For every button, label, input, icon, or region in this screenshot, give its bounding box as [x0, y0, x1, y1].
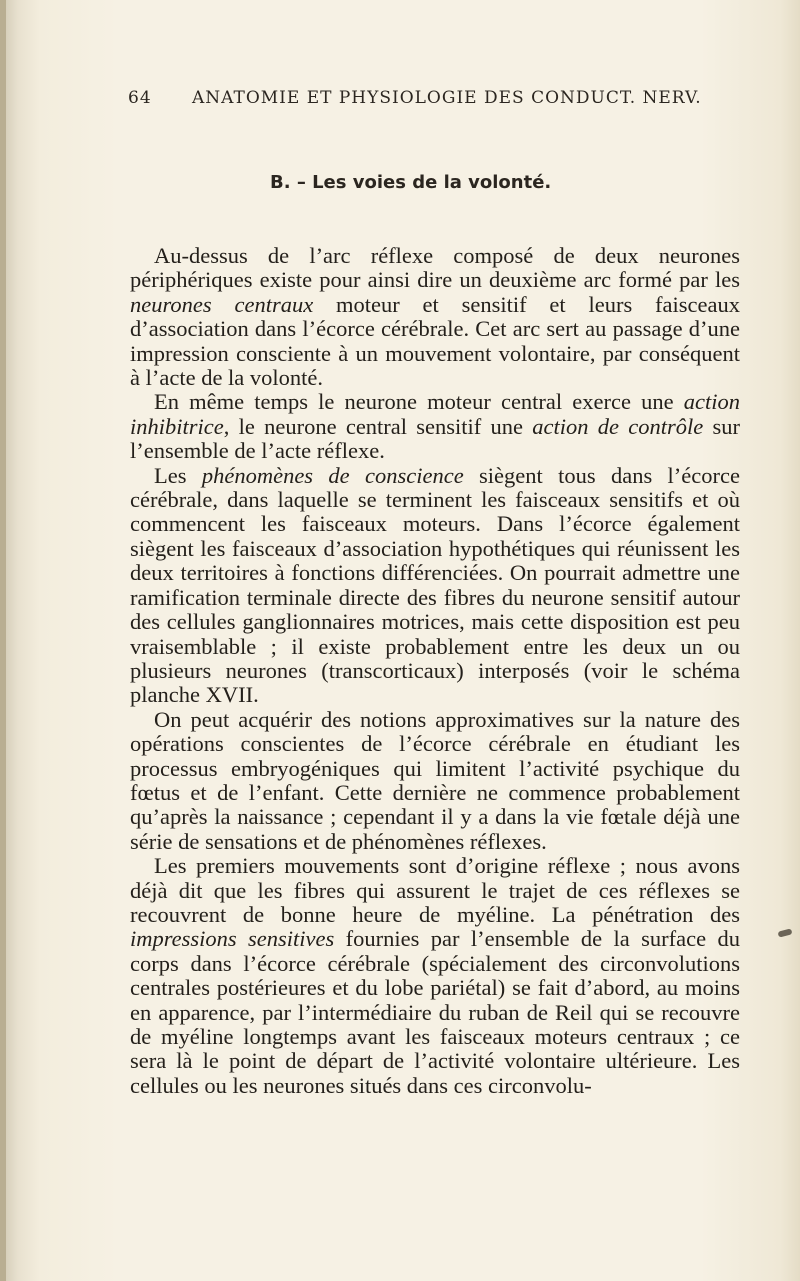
running-title: ANATOMIE ET PHYSIOLOGIE DES CONDUCT. NERV. — [192, 88, 702, 108]
italic-term: phénomènes de conscience — [201, 462, 464, 488]
text-run: siègent tous dans l’écorce cérébrale, dans laquelle se terminent les faisceaux sensitifs et où commencent les faisceaux moteurs. Dans l’écorce également siègent les faisceaux d’association hypothétiques qui réunissent les deux territoires à fonctions différenciées. On pourrait admettre une ramification terminale directe des fibres du neurone sensitif autour des cellules ganglionnaires motrices, mais cette disposition est peu vraisemblable ; il existe probablement entre les deux un ou plusieurs neurones (transcorticaux) interposés (voir le schéma planche XVII. — [130, 462, 740, 708]
text-run: On peut acquérir des notions approximatives sur la nature des opérations conscientes de l’écorce cérébrale en étudiant les processus embryogéniques qui limitent l’activité psychique du fœtus et de l’enfant. Cette dernière ne commence probablement qu’après la naissance ; cependant il y a dans la vie fœtale déjà une série de sensations et de phénomènes réflexes. — [130, 706, 740, 854]
text-run: , le neurone central sensitif une — [223, 413, 533, 439]
text-run: sur l’ensemble de l’acte réflexe. — [130, 413, 741, 464]
italic-term: action de contrôle — [532, 413, 704, 439]
body-text — [130, 244, 740, 1098]
text-run: fournies par l’ensemble de la surface du corps dans l’écorce cérébrale (spécialement des circonvolutions centrales postérieures et du lobe pariétal) se fait d’abord, au moins en apparence, par l’intermédiaire du ruban de Reil qui se recouvre de myéline longtemps avant les faisceaux moteurs centraux ; ce sera là le point de départ de l’activité volontaire ultérieure. Les cellules ou les neurones situés dans ces circonvolu- — [130, 926, 740, 1098]
italic-term: action inhibitrice — [130, 389, 740, 439]
text-run: Au-dessus de l’arc réflexe composé de deux neurones périphériques existe pour ainsi dire un deuxième arc formé par les — [130, 243, 740, 293]
book-spine-edge — [0, 0, 6, 1281]
paragraph-2 — [130, 390, 740, 463]
italic-term: neurones centraux — [130, 291, 314, 317]
section-title: B. – Les voies de la volonté. — [270, 172, 552, 193]
paragraph-3 — [130, 464, 740, 708]
paragraph-4 — [130, 708, 740, 854]
text-run: Les — [154, 462, 202, 488]
text-run: Les premiers mouvements sont d’origine réflexe ; nous avons déjà dit que les fibres qui assurent le trajet de ces réflexes se recouvrent de bonne heure de myéline. La pénétration des — [130, 853, 740, 927]
running-header — [128, 88, 702, 108]
paragraph-1 — [130, 244, 740, 390]
text-run: En même temps le neurone moteur central exerce une — [154, 389, 684, 415]
italic-term: impressions sensitives — [130, 926, 335, 952]
text-run: moteur et sensitif et leurs faisceaux d’association dans l’écorce cérébrale. Cet arc sert au passage d’une impression consciente à un mouvement volontaire, par conséquent à l’acte de la volonté. — [130, 291, 740, 391]
paragraph-5 — [130, 854, 740, 1098]
page-number: 64 — [128, 88, 152, 108]
